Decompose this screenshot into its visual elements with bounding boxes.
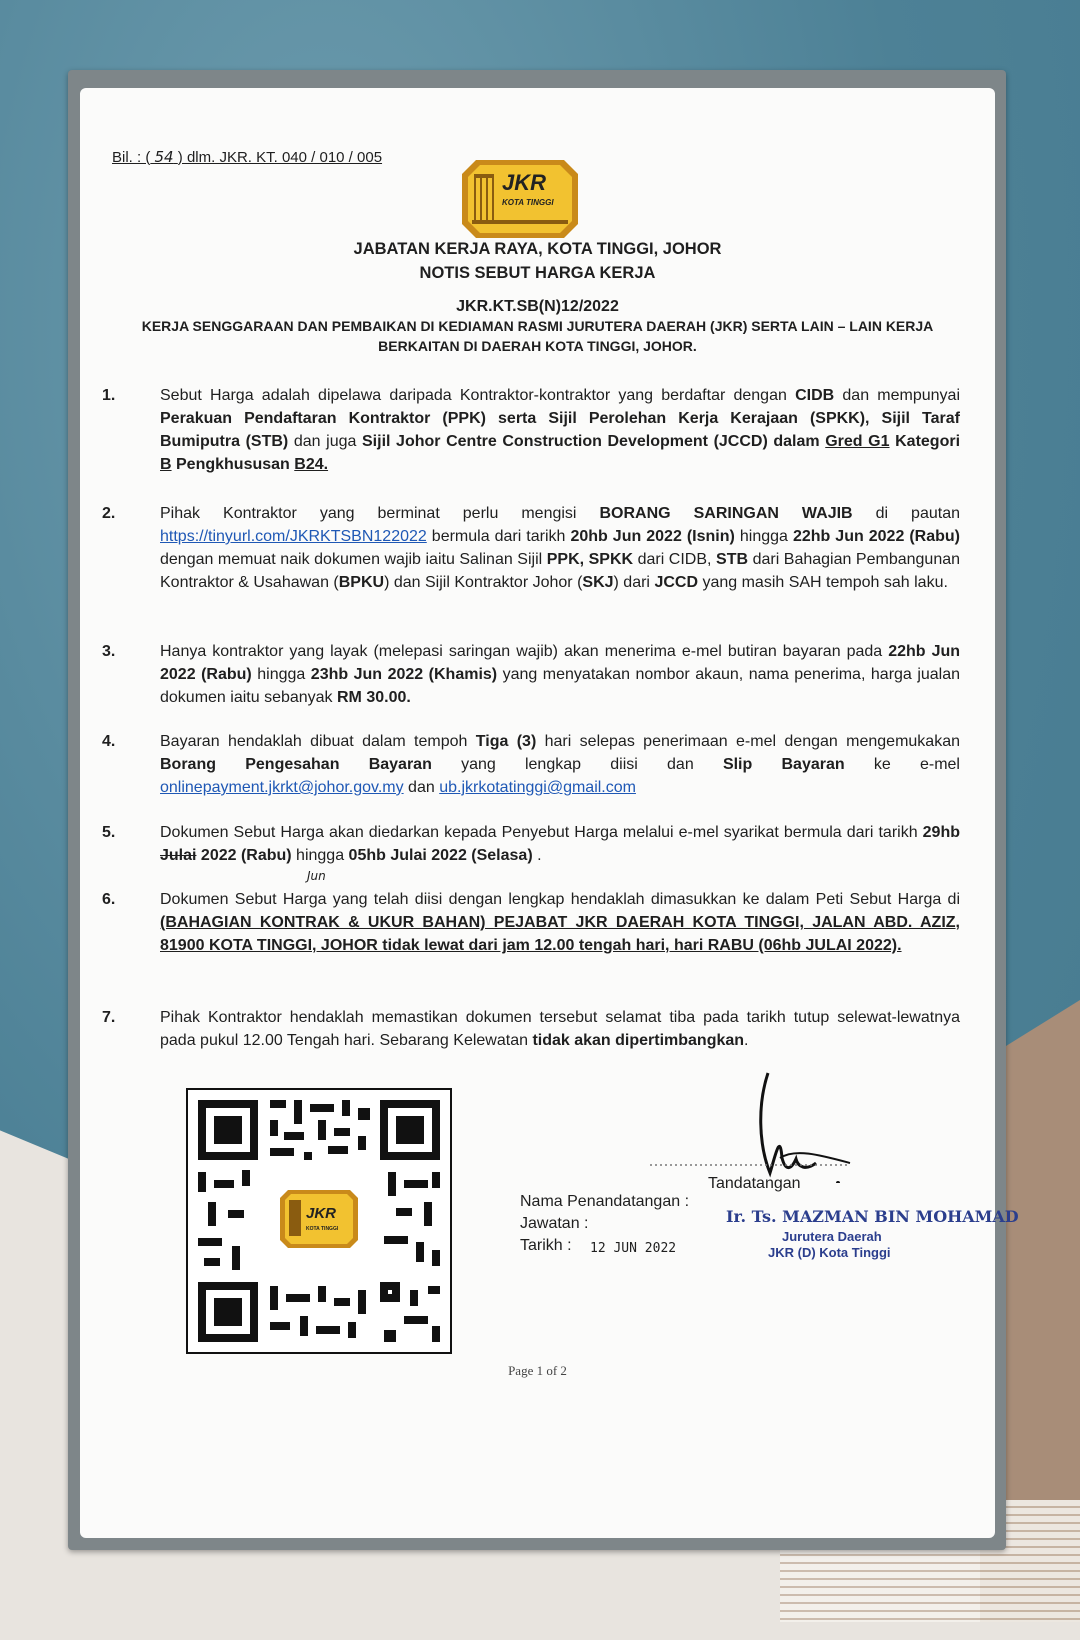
item-number: 1. — [102, 387, 116, 404]
qr-code[interactable] — [186, 1088, 452, 1354]
item-text: Pihak Kontraktor yang berminat perlu mengisi BORANG SARINGAN WAJIB di pautan https://tinyurl.com/JKRKTSBN122022 bermula dari tarikh 20hb Jun 2022 (Isnin) hingga 22hb Jun 2022 (Rabu) dengan memuat naik dokumen wajib iaitu Salinan Sijil PPK, SPKK dari CIDB, STB dari Bahagian Pembangunan Kontraktor & Usahawan (BPKU) dan Sijil Kontraktor Johor (SKJ) dari JCCD yang masih SAH tempoh sah laku. — [160, 505, 961, 591]
date-value: 12 JUN 2022 — [590, 1241, 677, 1256]
page-number: Page 1 of 2 — [508, 1363, 567, 1378]
item-number: 5. — [102, 824, 116, 841]
item-number: 2. — [102, 505, 116, 522]
position-label: Jawatan : — [520, 1215, 589, 1232]
item-text: Pihak Kontraktor hendaklah memastikan dokumen tersebut selamat tiba pada tarikh tutup selewat-lewatnya pada pukul 12.00 Tengah hari. Sebarang Kelewatan tidak akan dipertimbangkan. — [160, 1009, 960, 1049]
notice-document — [80, 88, 1019, 1538]
item-number: 6. — [102, 891, 116, 908]
qr-logo-subtext: KOTA TINGGI — [306, 1226, 339, 1232]
signatory-name: Ir. Ts. MAZMAN BIN MOHAMAD — [726, 1207, 1019, 1226]
item-text: Bayaran hendaklah dibuat dalam tempoh Tiga (3) hari selepas penerimaan e-mel dengan mengemukakan Borang Pengesahan Bayaran yang lengkap diisi dan Slip Bayaran ke e-mel onlinepayment.jkrkt@johor.gov.my dan ub.jkrkotatinggi@gmail.com — [160, 733, 960, 796]
registration-link[interactable]: https://tinyurl.com/JKRKTSBN122022 — [160, 528, 427, 545]
jkr-logo — [462, 160, 578, 238]
item-text: Hanya kontraktor yang layak (melepasi saringan wajib) akan menerima e-mel butiran bayaran pada 22hb Jun 2022 (Rabu) hingga 23hb Jun 2022 (Khamis) yang menyatakan nombor akaun, nama penerima, harga jualan dokumen iaitu sebanyak RM 30.00. — [160, 643, 961, 706]
reference-hand-number: 54 — [154, 148, 174, 166]
item-text: Dokumen Sebut Harga akan diedarkan kepada Penyebut Harga melalui e-mel syarikat bermula dari tarikh 29hb Julai 2022 (Rabu) hingga 05hb Julai 2022 (Selasa) . — [160, 824, 960, 864]
item-number: 3. — [102, 643, 116, 660]
item-number: 4. — [102, 733, 116, 750]
signature-scribble — [650, 1063, 870, 1183]
item-text: Sebut Harga adalah dipelawa daripada Kontraktor-kontraktor yang berdaftar dengan CIDB dan mempunyai Perakuan Pendaftaran Kontraktor (PPK) serta Sijil Perolehan Kerja Kerajaan (SPKK), Sijil Taraf Bumiputra (STB) dan juga Sijil Johor Centre Construction Development (JCCD) dalam Gred G1 Kategori B Pengkhususan B24. — [160, 387, 961, 473]
reference-suffix: ) dlm. JKR. KT. 040 / 010 / 005 — [177, 149, 383, 166]
logo-text: JKR — [502, 170, 547, 195]
reference-number — [112, 148, 382, 166]
item-text: Dokumen Sebut Harga yang telah diisi dengan lengkap hendaklah dimasukkan ke dalam Peti Sebut Harga di (BAHAGIAN KONTRAK & UKUR BAHAN) PEJABAT JKR DAERAH KOTA TINGGI, JALAN ABD. AZIZ, 81900 KOTA TINGGI, JOHOR tidak lewat dari jam 12.00 tengah hari, hari RABU (06hb JULAI 2022). — [160, 891, 960, 954]
department-name: JABATAN KERJA RAYA, KOTA TINGGI, JOHOR — [353, 240, 722, 258]
date-label: Tarikh : — [520, 1237, 572, 1254]
work-title: KERJA SENGGARAAN DAN PEMBAIKAN DI KEDIAMAN RASMI JURUTERA DAERAH (JKR) SERTA LAIN – LAIN KERJA BERKAITAN DI DAERAH KOTA TINGGI, JOHOR. — [141, 318, 934, 354]
name-label: Nama Penandatangan : — [520, 1193, 690, 1210]
item-number: 7. — [102, 1009, 116, 1026]
qr-logo-text: JKR — [306, 1205, 337, 1222]
office-email-link[interactable]: ub.jkrkotatinggi@gmail.com — [439, 779, 636, 796]
signatory-office: JKR (D) Kota Tinggi — [768, 1245, 891, 1260]
payment-email-link[interactable]: onlinepayment.jkrkt@johor.gov.my — [160, 779, 404, 796]
signature-block — [520, 1063, 1019, 1283]
handwritten-correction: Jun — [307, 869, 326, 883]
logo-subtext: KOTA TINGGI — [502, 198, 554, 207]
signatory-position: Jurutera Daerah — [782, 1229, 882, 1244]
signature-label: Tandatangan — [708, 1175, 801, 1192]
reference-prefix: Bil. : ( — [112, 149, 151, 166]
notice-heading: NOTIS SEBUT HARGA KERJA — [419, 264, 656, 282]
tender-reference: JKR.KT.SB(N)12/2022 — [456, 298, 619, 315]
